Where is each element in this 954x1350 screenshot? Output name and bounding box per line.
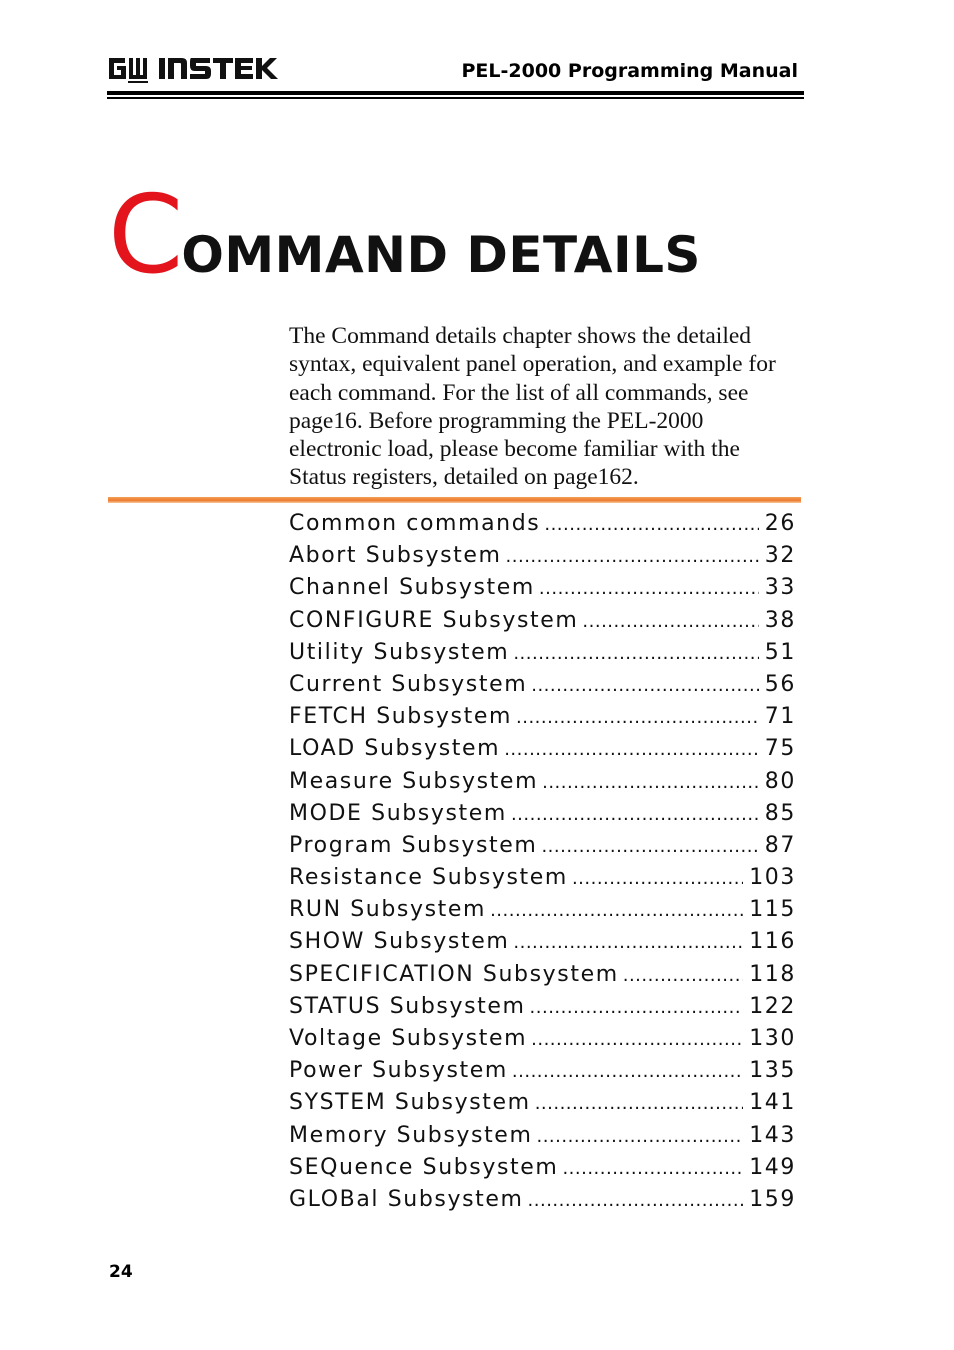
toc-entry-page: 87 bbox=[764, 832, 796, 858]
toc-leader-dots bbox=[516, 707, 759, 728]
toc-leader-dots bbox=[513, 932, 743, 953]
toc-entry-page: 135 bbox=[749, 1058, 796, 1084]
page-header bbox=[107, 50, 804, 98]
chapter-title bbox=[108, 173, 701, 298]
toc-leader-dots bbox=[536, 1126, 743, 1147]
toc-entry-page: 103 bbox=[749, 865, 796, 891]
page-number: 24 bbox=[109, 1262, 133, 1282]
toc-leader-dots bbox=[541, 836, 758, 857]
toc-leader-dots bbox=[530, 997, 744, 1018]
toc-entry-title: FETCH Subsystem bbox=[289, 704, 513, 730]
toc-entry-title: Power Subsystem bbox=[289, 1058, 508, 1084]
toc-entry-title: Measure Subsystem bbox=[289, 768, 539, 794]
toc-entry[interactable] bbox=[289, 1123, 796, 1155]
toc-entry-page: 149 bbox=[749, 1154, 796, 1180]
toc-entry[interactable] bbox=[289, 736, 796, 768]
toc-leader-dots bbox=[512, 1061, 743, 1082]
toc-entry[interactable] bbox=[289, 929, 796, 961]
toc-entry-page: 26 bbox=[764, 511, 796, 536]
toc-entry-title: STATUS Subsystem bbox=[289, 993, 526, 1019]
toc-entry-page: 143 bbox=[749, 1122, 796, 1148]
toc-leader-dots bbox=[528, 1190, 744, 1211]
toc-entry-page: 115 bbox=[749, 897, 796, 923]
toc-leader-dots bbox=[511, 804, 759, 825]
toc-entry-page: 141 bbox=[749, 1090, 796, 1116]
toc-entry-page: 118 bbox=[749, 961, 796, 987]
toc-entry-title: CONFIGURE Subsystem bbox=[289, 607, 579, 633]
toc-entry-page: 51 bbox=[764, 639, 796, 665]
toc-entry[interactable] bbox=[289, 962, 796, 994]
toc-leader-dots bbox=[542, 772, 759, 793]
toc-entry-title: GLOBal Subsystem bbox=[289, 1186, 524, 1212]
toc-entry[interactable] bbox=[289, 1090, 796, 1122]
toc-entry-title: SPECIFICATION Subsystem bbox=[289, 961, 619, 987]
toc-entry-title: Abort Subsystem bbox=[289, 543, 502, 569]
toc-entry-title: MODE Subsystem bbox=[289, 800, 507, 826]
toc-entry[interactable] bbox=[289, 994, 796, 1026]
toc-entry-page: 116 bbox=[749, 929, 796, 955]
toc-entry[interactable] bbox=[289, 640, 796, 672]
toc-entry[interactable] bbox=[289, 1026, 796, 1058]
toc-entry-page: 130 bbox=[749, 1026, 796, 1051]
toc-entry-page: 56 bbox=[764, 671, 796, 697]
toc-entry[interactable] bbox=[289, 833, 796, 865]
toc-entry-title: SHOW Subsystem bbox=[289, 929, 510, 955]
toc-entry-title: Resistance Subsystem bbox=[289, 865, 568, 891]
toc-entry-title: Memory Subsystem bbox=[289, 1122, 533, 1148]
toc-leader-dots bbox=[531, 675, 759, 696]
toc-leader-dots bbox=[582, 611, 758, 632]
header-divider bbox=[107, 91, 804, 95]
toc-entry-title: Voltage Subsystem bbox=[289, 1026, 528, 1051]
toc-leader-dots bbox=[531, 1029, 743, 1050]
table-of-contents bbox=[289, 511, 796, 1219]
toc-leader-dots bbox=[504, 739, 759, 760]
toc-entry-title: Current Subsystem bbox=[289, 671, 528, 697]
toc-entry[interactable] bbox=[289, 769, 796, 801]
toc-entry-title: RUN Subsystem bbox=[289, 897, 487, 923]
toc-leader-dots bbox=[562, 1158, 743, 1179]
toc-entry[interactable] bbox=[289, 543, 796, 575]
toc-entry-page: 85 bbox=[764, 800, 796, 826]
toc-entry[interactable] bbox=[289, 511, 796, 543]
toc-entry[interactable] bbox=[289, 704, 796, 736]
toc-entry[interactable] bbox=[289, 865, 796, 897]
toc-leader-dots bbox=[513, 643, 758, 664]
toc-entry-page: 71 bbox=[764, 704, 796, 730]
toc-leader-dots bbox=[490, 900, 743, 921]
manual-title: PEL-2000 Programming Manual bbox=[461, 60, 798, 82]
toc-entry-page: 122 bbox=[749, 993, 796, 1019]
toc-entry[interactable] bbox=[289, 608, 796, 640]
toc-leader-dots bbox=[572, 868, 743, 889]
toc-entry[interactable] bbox=[289, 1058, 796, 1090]
toc-entry-page: 75 bbox=[764, 736, 796, 762]
toc-entry-title: SEQuence Subsystem bbox=[289, 1154, 559, 1180]
toc-entry[interactable] bbox=[289, 801, 796, 833]
toc-entry-page: 33 bbox=[764, 575, 796, 601]
toc-leader-dots bbox=[506, 546, 759, 567]
toc-entry-page: 80 bbox=[764, 768, 796, 794]
toc-entry-page: 159 bbox=[749, 1186, 796, 1212]
toc-entry[interactable] bbox=[289, 672, 796, 704]
toc-entry-title: LOAD Subsystem bbox=[289, 736, 501, 762]
chapter-title-initial: C bbox=[108, 173, 182, 298]
toc-leader-dots bbox=[535, 1093, 744, 1114]
header-divider-thin bbox=[107, 97, 804, 99]
toc-entry[interactable] bbox=[289, 1187, 796, 1219]
toc-entry[interactable] bbox=[289, 897, 796, 929]
toc-leader-dots bbox=[544, 514, 758, 535]
toc-entry[interactable] bbox=[289, 1155, 796, 1187]
toc-leader-dots bbox=[539, 578, 759, 599]
toc-entry[interactable] bbox=[289, 575, 796, 607]
toc-entry-title: SYSTEM Subsystem bbox=[289, 1090, 531, 1116]
toc-entry-page: 32 bbox=[764, 543, 796, 569]
toc-entry-title: Common commands bbox=[289, 511, 541, 536]
toc-entry-title: Utility Subsystem bbox=[289, 639, 510, 665]
toc-leader-dots bbox=[623, 965, 743, 986]
chapter-intro-paragraph: The Command details chapter shows the detailed syntax, equivalent panel operation, and example for each command. For the list of all commands, see page16. Before programming the PEL-2000 electronic load, please become familiar with the Status registers, detailed on page162. bbox=[289, 323, 776, 491]
gw-instek-logo bbox=[107, 54, 279, 84]
toc-entry-page: 38 bbox=[764, 607, 796, 633]
section-divider bbox=[108, 497, 801, 503]
toc-entry-title: Program Subsystem bbox=[289, 832, 538, 858]
chapter-title-text: OMMAND DETAILS bbox=[181, 226, 701, 284]
toc-entry-title: Channel Subsystem bbox=[289, 575, 535, 601]
